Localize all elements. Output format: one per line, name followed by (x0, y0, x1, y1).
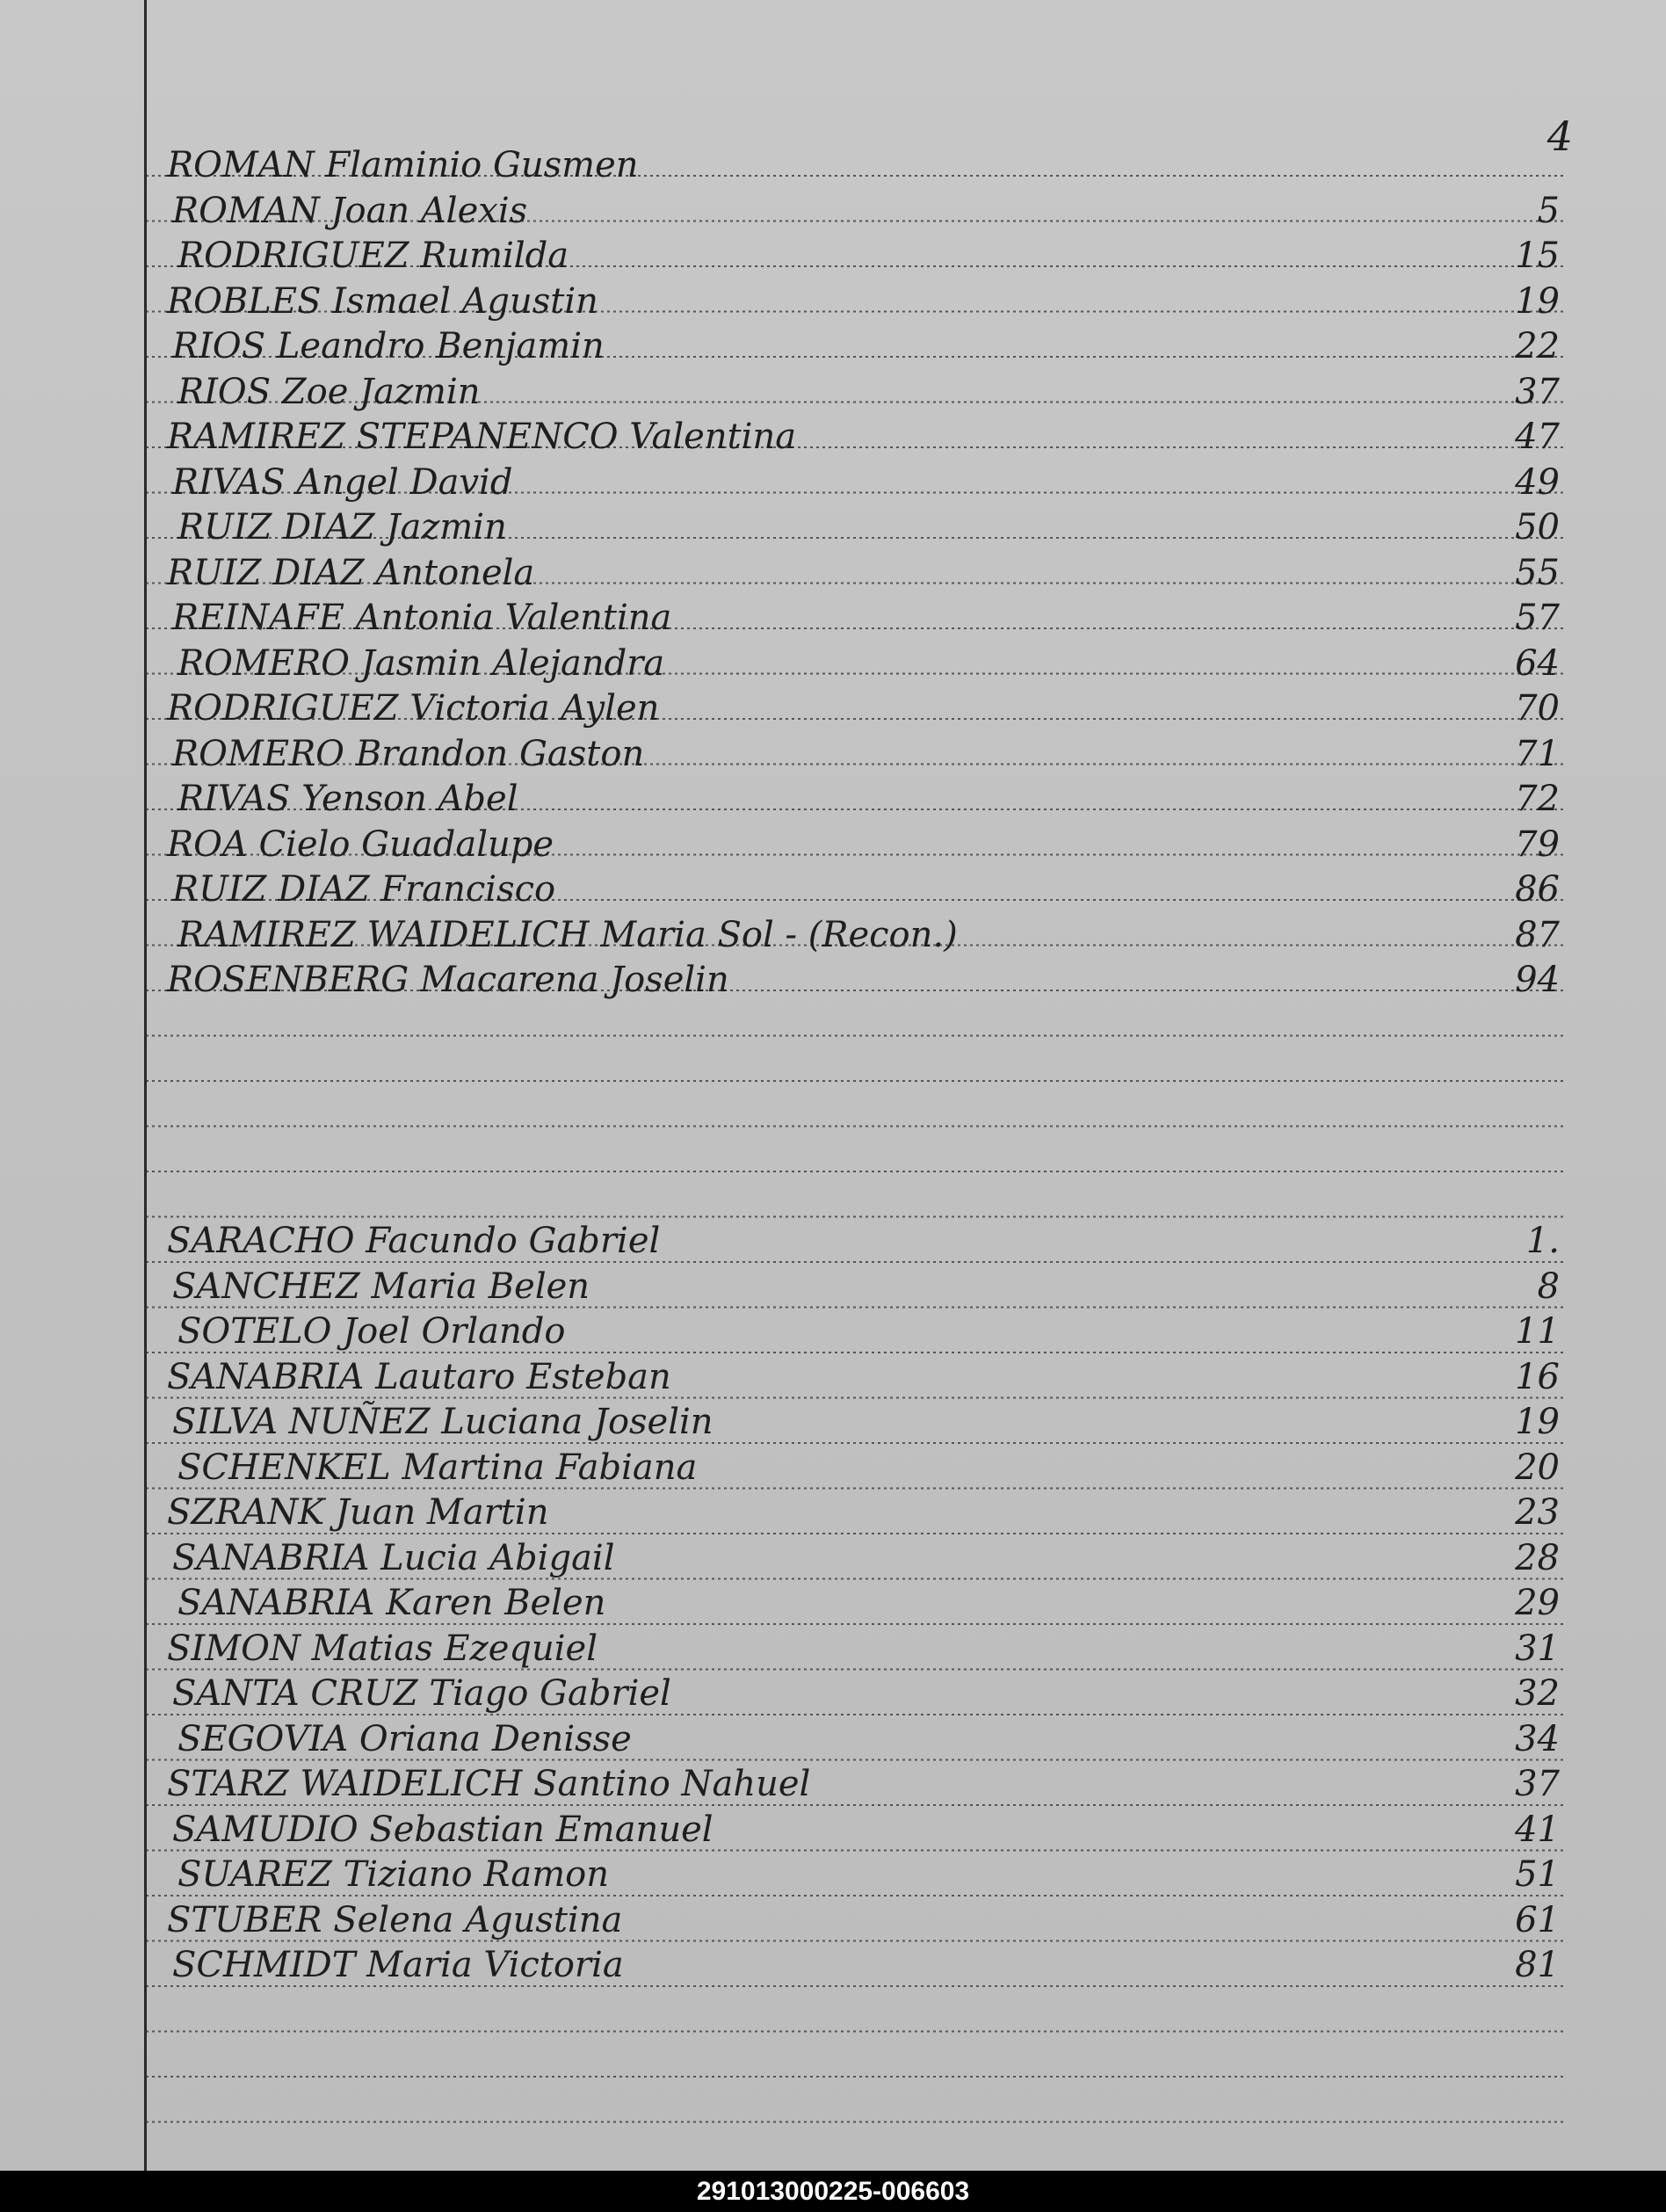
list-item (149, 822, 1560, 867)
list-item (149, 1852, 1560, 1897)
entry-name: SANCHEZ Maria Belen (172, 1266, 590, 1307)
list-item (149, 460, 1560, 505)
page-number: 4 (1546, 112, 1573, 160)
entry-number: 55 (1515, 552, 1560, 593)
list-item (149, 1535, 1560, 1581)
entry-name: ROA Cielo Guadalupe (167, 823, 554, 865)
entry-number: 72 (1515, 779, 1560, 819)
list-item (149, 731, 1560, 777)
entry-name: SANTA CRUZ Tiago Gabriel (172, 1673, 671, 1714)
entry-number: 57 (1515, 598, 1560, 638)
document-id: 291013000225-006603 (696, 2177, 970, 2206)
list-item (149, 957, 1560, 1003)
entry-name: ROBLES Ismael Agustin (167, 280, 598, 322)
entry-name: SANABRIA Lautaro Esteban (167, 1356, 671, 1397)
entry-number: 71 (1515, 733, 1560, 774)
entry-number: 87 (1515, 914, 1560, 955)
list-item (149, 776, 1560, 822)
list-item (149, 323, 1560, 369)
list-item (149, 1399, 1560, 1445)
entry-name: SAMUDIO Sebastian Emanuel (172, 1809, 713, 1850)
entry-number: 29 (1515, 1583, 1560, 1623)
list-item (149, 1671, 1560, 1716)
entry-name: RIOS Leandro Benjamin (172, 326, 605, 366)
list-item (149, 1218, 1560, 1264)
entry-name: SARACHO Facundo Gabriel (167, 1221, 661, 1261)
entry-number: 11 (1515, 1311, 1560, 1352)
entry-name: SILVA NUÑEZ Luciana Joselin (172, 1402, 713, 1442)
entry-number: 5 (1537, 190, 1560, 231)
list-item (149, 1580, 1560, 1626)
entry-name: RUIZ DIAZ Antonela (167, 552, 535, 593)
list-item (149, 1490, 1560, 1535)
entry-name: RIVAS Angel David (172, 461, 513, 503)
list-item (149, 641, 1560, 686)
entry-number: 86 (1515, 869, 1560, 910)
entry-number: 37 (1515, 371, 1560, 412)
list-item (149, 233, 1560, 279)
entry-name: STUBER Selena Agustina (167, 1899, 623, 1940)
entry-number: 94 (1515, 960, 1560, 1000)
margin-line (144, 0, 147, 2171)
entry-number: 22 (1515, 326, 1560, 366)
entry-number: 70 (1515, 688, 1560, 729)
list-item (149, 867, 1560, 912)
entry-number: 37 (1515, 1764, 1560, 1804)
entry-number: 41 (1515, 1809, 1560, 1850)
entry-number: 19 (1515, 1402, 1560, 1442)
list-item (149, 685, 1560, 731)
entry-number: 8 (1537, 1266, 1560, 1307)
entry-name: SCHMIDT Maria Victoria (172, 1945, 624, 1985)
entry-number: 47 (1515, 417, 1560, 457)
list-item (149, 1942, 1560, 1988)
entry-name: SCHENKEL Martina Fabiana (177, 1447, 698, 1488)
list-item (149, 1354, 1560, 1400)
entry-name: SANABRIA Lucia Abigail (172, 1537, 615, 1578)
entry-number: 20 (1515, 1447, 1560, 1488)
entry-name: SZRANK Juan Martin (167, 1492, 549, 1533)
entry-number: 19 (1515, 280, 1560, 322)
list-item (149, 1761, 1560, 1807)
list-item (149, 1445, 1560, 1490)
entry-name: RAMIREZ WAIDELICH Maria Sol - (Recon.) (177, 914, 958, 955)
list-item (149, 1897, 1560, 1943)
list-item (149, 1716, 1560, 1762)
entry-name: ROSENBERG Macarena Joselin (167, 960, 729, 1000)
entry-name: RUIZ DIAZ Jazmin (177, 507, 507, 548)
list-item (149, 414, 1560, 460)
entry-name: ROMERO Brandon Gaston (172, 733, 645, 774)
entry-number: 34 (1515, 1718, 1560, 1759)
entry-name: RIOS Zoe Jazmin (177, 371, 481, 412)
entry-number: 16 (1515, 1356, 1560, 1397)
entry-name: SEGOVIA Oriana Denisse (177, 1718, 632, 1759)
list-item (149, 1626, 1560, 1672)
entry-name: RODRIGUEZ Rumilda (177, 236, 569, 276)
entry-number: 1. (1525, 1221, 1560, 1261)
entry-number: 50 (1515, 507, 1560, 548)
entry-number: 15 (1515, 236, 1560, 276)
entry-name: ROMERO Jasmin Alejandra (177, 642, 665, 684)
entry-name: SIMON Matias Ezequiel (167, 1628, 598, 1669)
entry-number: 81 (1515, 1945, 1560, 1985)
entry-name: SUAREZ Tiziano Ramon (177, 1854, 609, 1895)
entry-name: RODRIGUEZ Victoria Aylen (167, 688, 660, 729)
list-item (149, 504, 1560, 550)
entry-number: 61 (1515, 1899, 1560, 1940)
entry-name: REINAFE Antonia Valentina (172, 598, 672, 638)
entry-number: 31 (1515, 1628, 1560, 1669)
list-item (149, 1807, 1560, 1853)
entry-name: ROMAN Flaminio Gusmen (167, 145, 639, 185)
entry-name: RUIZ DIAZ Francisco (172, 869, 556, 910)
entry-number: 49 (1515, 461, 1560, 503)
list-item (149, 550, 1560, 596)
entry-name: SOTELO Joel Orlando (177, 1311, 566, 1352)
entry-name: ROMAN Joan Alexis (172, 190, 528, 231)
list-item (149, 188, 1560, 234)
list-item (149, 142, 1560, 188)
entry-number: 51 (1515, 1854, 1560, 1895)
list-item (149, 369, 1560, 415)
entry-name: RAMIREZ STEPANENCO Valentina (167, 417, 797, 457)
list-item (149, 595, 1560, 641)
list-item (149, 912, 1560, 958)
entry-name: RIVAS Yenson Abel (177, 779, 518, 819)
entry-number: 64 (1515, 642, 1560, 684)
entry-number: 79 (1515, 823, 1560, 865)
list-item (149, 279, 1560, 324)
entry-name: STARZ WAIDELICH Santino Nahuel (167, 1764, 811, 1804)
list-item (149, 1264, 1560, 1309)
entry-number: 23 (1515, 1492, 1560, 1533)
entry-number: 32 (1515, 1673, 1560, 1714)
list-item (149, 1309, 1560, 1354)
entry-name: SANABRIA Karen Belen (177, 1583, 606, 1623)
entry-number: 28 (1515, 1537, 1560, 1578)
